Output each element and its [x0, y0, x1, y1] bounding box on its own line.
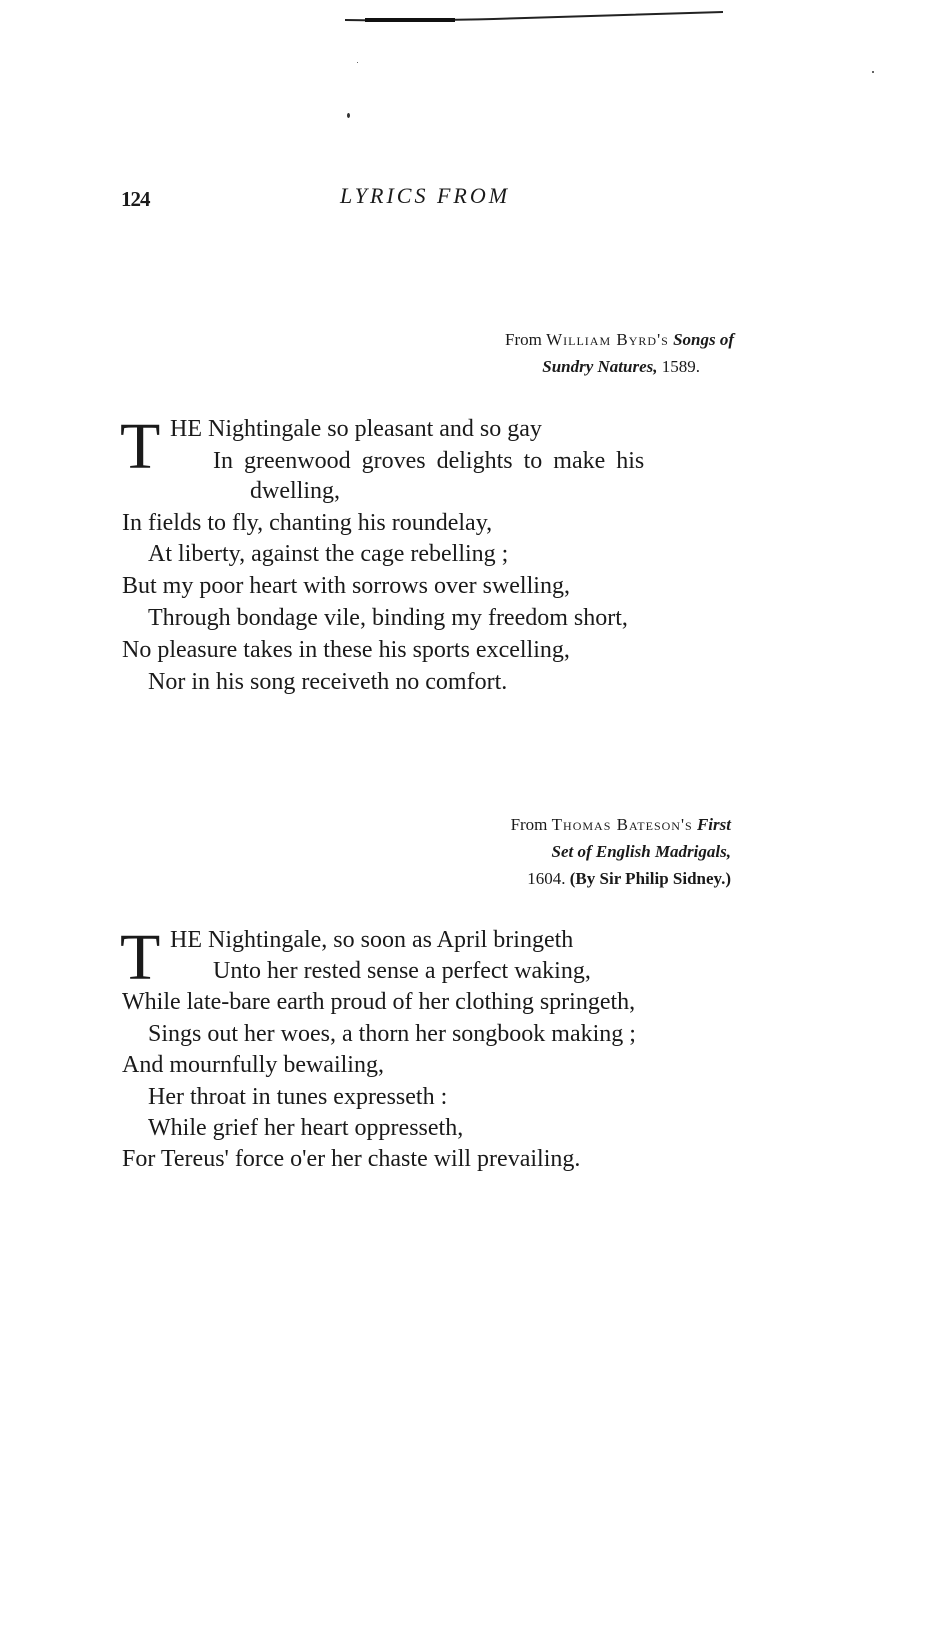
- poem-line: While late-bare earth proud of her clothing springeth,: [122, 989, 636, 1015]
- poem-line: Sings out her woes, a thorn her songbook making ;: [148, 1021, 636, 1047]
- scan-artifact-line: [345, 9, 723, 23]
- attribution-byrd: [505, 326, 734, 380]
- scan-speck: [357, 62, 358, 63]
- poem-line: At liberty, against the cage rebelling ;: [148, 541, 509, 567]
- poem-line: While grief her heart oppresseth,: [148, 1115, 464, 1141]
- attribution-note: (By Sir Philip Sidney.): [569, 869, 731, 888]
- poem-line: But my poor heart with sorrows over swelling,: [122, 573, 570, 599]
- poem-line: For Tereus' force o'er her chaste will prevailing.: [122, 1146, 581, 1172]
- attribution-line-1: From Thomas Bateson's First: [510, 815, 731, 834]
- scan-speck: [872, 71, 874, 73]
- poem-line: Unto her rested sense a perfect waking,: [213, 958, 591, 984]
- page-header: [0, 183, 937, 213]
- attribution-line-1: From William Byrd's Songs of: [505, 330, 734, 349]
- attribution-title: Set of English Madrigals,: [551, 842, 731, 861]
- poem-line: Her throat in tunes expresseth :: [148, 1084, 448, 1110]
- drop-cap: T: [120, 410, 161, 483]
- poem-line: No pleasure takes in these his sports excelling,: [122, 637, 570, 663]
- poem-line: And mournfully bewailing,: [122, 1052, 384, 1078]
- attribution-line-2: [505, 353, 700, 380]
- poem-line: Nor in his song receiveth no comfort.: [148, 669, 508, 695]
- attribution-year: 1589.: [661, 357, 700, 376]
- poem-line: Through bondage vile, binding my freedom short,: [148, 605, 628, 631]
- attribution-author: William Byrd's: [546, 330, 669, 349]
- drop-cap: T: [120, 921, 161, 994]
- attribution-year: 1604.: [527, 869, 566, 888]
- page-number: 124: [121, 187, 150, 211]
- attribution-author: Thomas Bateson's: [551, 815, 693, 834]
- attribution-line-2: [511, 838, 731, 865]
- running-title: LYRICS FROM: [340, 183, 511, 208]
- attribution-line-3: [511, 865, 731, 892]
- attribution-bateson: [511, 811, 731, 892]
- poem-line: HE Nightingale, so soon as April bringeth: [170, 927, 574, 953]
- attribution-title: Sundry Natures,: [542, 357, 658, 376]
- poem-line: In fields to fly, chanting his roundelay,: [122, 510, 493, 536]
- attribution-title: First: [696, 815, 731, 834]
- poem-line: dwelling,: [250, 478, 340, 504]
- poem-line: In greenwood groves delights to make his: [213, 448, 645, 474]
- attribution-title: Songs of: [673, 330, 734, 349]
- poem-line: HE Nightingale so pleasant and so gay: [170, 416, 542, 442]
- scan-speck: [347, 113, 350, 118]
